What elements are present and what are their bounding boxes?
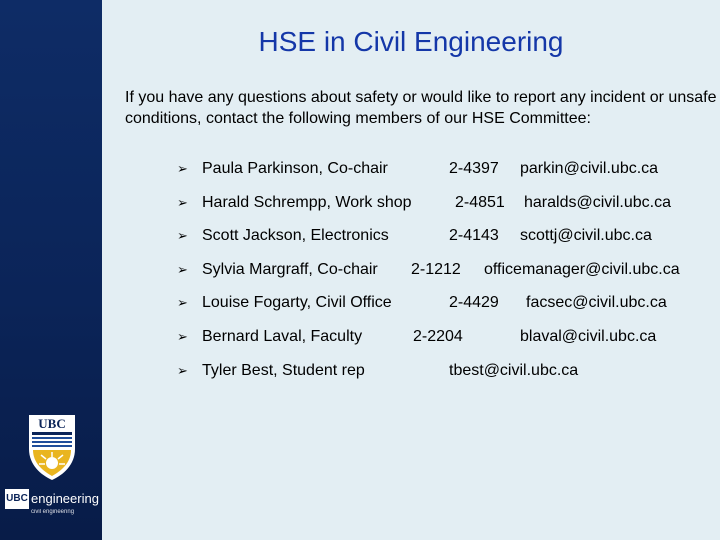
contact-name: Louise Fogarty, Civil Office (202, 294, 392, 311)
contact-phone: 2-4143 (449, 227, 499, 244)
contact-name: Tyler Best, Student rep (202, 362, 365, 379)
contact-row (0, 325, 720, 349)
wordmark-ubc: UBC (5, 489, 29, 509)
contact-email: tbest@civil.ubc.ca (449, 362, 579, 379)
contact-name: Paula Parkinson, Co-chair (202, 160, 388, 177)
contact-row (0, 191, 720, 215)
crest-text: UBC (38, 416, 66, 431)
contact-email: officemanager@civil.ubc.ca (484, 261, 680, 278)
contact-email: haralds@civil.ubc.ca (524, 194, 671, 211)
wordmark-engineering: engineering (31, 491, 99, 506)
contact-name: Scott Jackson, Electronics (202, 227, 389, 244)
ubc-crest-logo (27, 413, 77, 481)
intro-paragraph: If you have any questions about safety or would like to report any incident or unsafe conditions, contact the following members of our HSE Committee: (125, 89, 717, 127)
contact-email: facsec@civil.ubc.ca (526, 294, 667, 311)
slide-title: HSE in Civil Engineering (258, 26, 564, 57)
contact-name: Sylvia Margraff, Co-chair (202, 261, 378, 278)
wordmark-subtitle: civil engineering (31, 509, 75, 515)
bullet-arrow-icon: ➢ (177, 295, 188, 310)
contact-row (0, 359, 720, 383)
contact-phone: 2-2204 (413, 328, 463, 345)
contact-row (0, 258, 720, 282)
contact-name: Harald Schrempp, Work shop (202, 194, 412, 211)
contact-email: scottj@civil.ubc.ca (520, 227, 652, 244)
contact-name: Bernard Laval, Faculty (202, 328, 363, 345)
contact-email: blaval@civil.ubc.ca (520, 328, 657, 345)
contact-phone: 2-1212 (411, 261, 461, 278)
contact-row (0, 157, 720, 181)
ubc-engineering-wordmark (5, 489, 100, 519)
contact-phone: 2-4429 (449, 294, 499, 311)
bullet-arrow-icon: ➢ (177, 329, 188, 344)
bullet-arrow-icon: ➢ (177, 195, 188, 210)
bullet-arrow-icon: ➢ (177, 161, 188, 176)
contact-row (0, 291, 720, 315)
bullet-arrow-icon: ➢ (177, 363, 188, 378)
contact-email: parkin@civil.ubc.ca (520, 160, 659, 177)
contact-phone: 2-4851 (455, 194, 505, 211)
bullet-arrow-icon: ➢ (177, 262, 188, 277)
contact-row (0, 224, 720, 248)
contact-phone: 2-4397 (449, 160, 499, 177)
bullet-arrow-icon: ➢ (177, 228, 188, 243)
